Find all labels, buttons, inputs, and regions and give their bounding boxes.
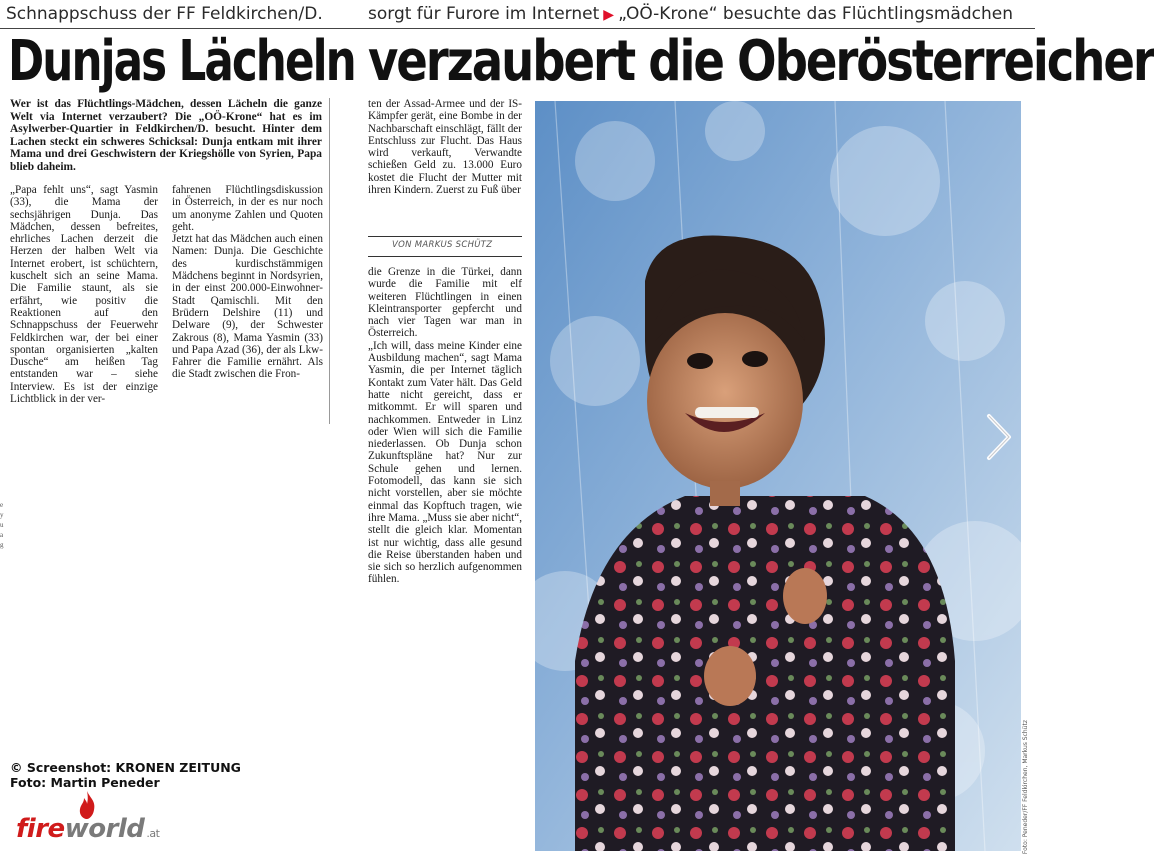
copyright-text: © Screenshot: KRONEN ZEITUNG [10,760,241,775]
girl-portrait-image [535,101,1021,851]
photographer-text: Foto: Martin Peneder [10,775,160,790]
fireworld-logo [16,790,176,846]
column-divider [329,98,330,424]
kicker-right-text-b: „OÖ-Krone“ besuchte das Flüchtlingsmädchen [618,4,1013,24]
kicker-left: Schnappschuss der FF Feldkirchen/D. [6,4,323,24]
logo-fire-text: fire [16,814,65,844]
article-lead: Wer ist das Flüchtlings-Mädchen, dessen Lächeln die ganze Welt via Internet verzaubert? Die „OÖ-Krone“ hat es im Asylwerber-Quartier in Feldkirchen/D. besucht. Hinter dem Lachen steckt ein schweres Schicksal: Dunja entkam mit ihrer Mama und drei Geschwistern der Kriegshölle von Syrien, Papa blieb daheim. [10,98,322,173]
kicker-right [368,4,1013,24]
kicker-right-text-a: sorgt für Furore im Internet [368,4,600,24]
article-column-3-bottom: die Grenze in die Türkei, dann wurde die Familie mit elf weiteren Flüchtlingen in einen Kleintransporter gepfercht und nach vier Tagen war man in Österreich. „Ich will, dass meine Kinder eine Ausbildung machen“, sagt Mama Yasmin, die per Internet täglich Kontakt zum Vater hält. Das Geld hatte nicht gereicht, dass er mitkommt. Er will sparen und nachkommen. Entweder in Linz oder Wien will sich die Familie niederlassen. Ob Dunja schon Zukunftspläne hat? Nur zur Schule gehen und lernen. Fotomodell, das kann sie sich nicht vorstellen, aber sie möchte einmal das Kopftuch tragen, wie ihre Mama. „Muss sie aber nicht“, stellt die gleich klar. Momentan ist nur wichtig, dass alle gesund die Reise überstanden haben und sie sich so herzlich aufgenommen fühlen. [368,266,522,586]
article-column-1: „Papa fehlt uns“, sagt Yasmin (33), die Mama der sechsjährigen Dunja. Das Mädchen, dessen befreites, ehrliches Lachen derzeit die Herzen der halben Welt via Internet erobert, ist schüchtern, kuschelt sich an seine Mama. Die Familie staunt, als sie erfährt, wie positiv die Reaktionen auf den Schnappschuss der Feuerwehr Feldkirchen war, der bei einer spontan organisierten „kalten Dusche“ am heißen Tag entstanden war – siehe Interview. Es ist der einzige Lichtblick in der ver- [10,184,158,406]
chevron-right-icon [981,412,1015,462]
byline: VON MARKUS SCHÜTZ [392,240,493,250]
article-photo [535,101,1021,851]
cropped-edge-text: e y u a g [0,501,4,549]
logo-world-text: world [64,814,145,844]
article-column-2: fahrenen Flüchtlingsdiskussion in Österreich, in der es nur noch um anonyme Zahlen und Quoten geht. Jetzt hat das Mädchen auch einen Namen: Dunja. Die Geschichte des kurdischstämmigen Mädchens beginnt in Nordsyrien, in der einst 200.000-Einwohner-Stadt Qamischli. Mit den Brüdern Delshire (11) und Delware (9), der Schwester Zakrous (8), Mama Yasmin (33) und Papa Azad (36), der als Lkw-Fahrer die Familie ernährt. Als die Stadt zwischen die Fron- [172,184,323,381]
byline-rule-top [368,236,522,237]
logo-wordmark [16,814,159,844]
byline-rule-bottom [368,256,522,257]
logo-tld-text: .at [146,827,160,840]
next-image-button[interactable] [981,412,1015,462]
headline-left: Dunjas Lächeln [8,29,355,94]
photo-credit: Foto: Peneder/FF Feldkirchen, Markus Schütz [1022,720,1029,854]
headline-right: verzaubert die Oberösterreicher [368,29,1154,94]
triangle-arrow-icon: ▶ [603,7,615,23]
article-column-3-top: ten der Assad-Armee und der IS-Kämpfer gerät, eine Bombe in der Nachbarschaft einschlägt, fällt der Entschluss zur Flucht. Das Haus wird verkauft, Verwandte schießen Geld zu. 13.000 Euro kostet die Flucht der Mutter mit ihren Kindern. Zuerst zu Fuß über [368,98,522,197]
screenshot-watermark [10,760,241,790]
